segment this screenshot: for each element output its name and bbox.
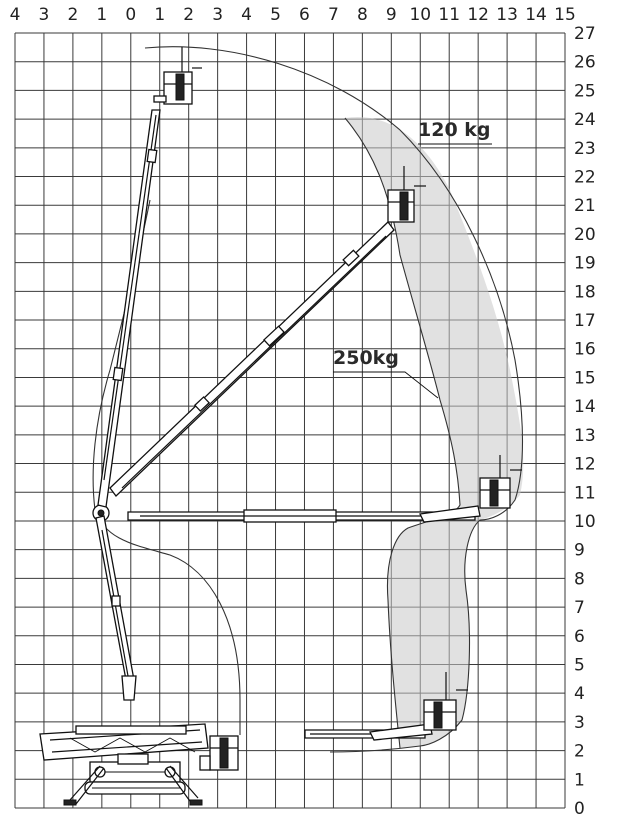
x-tick-label: 2 (67, 5, 79, 25)
y-tick-label: 19 (574, 253, 596, 274)
y-tick-label: 12 (574, 454, 596, 475)
y-tick-label: 18 (574, 282, 596, 303)
x-tick-label: 8 (356, 5, 368, 25)
y-tick-label: 27 (574, 24, 596, 44)
y-tick-label: 3 (574, 712, 585, 733)
boom-diagonal-position (110, 166, 426, 496)
y-tick-label: 13 (574, 425, 596, 446)
y-tick-label: 11 (574, 483, 596, 504)
y-axis-tick-labels (574, 24, 596, 819)
label-120kg: 120 kg (418, 119, 491, 141)
y-tick-label: 26 (574, 52, 596, 73)
x-tick-label: 12 (467, 5, 489, 25)
y-tick-label: 14 (574, 397, 596, 418)
basket-vertical (154, 47, 202, 104)
y-tick-label: 6 (574, 626, 585, 647)
x-tick-label: 11 (438, 5, 461, 25)
envelope-250kg-band (345, 117, 523, 748)
boom-pivot-pin (98, 510, 104, 516)
y-tick-label: 22 (574, 167, 596, 188)
y-tick-label: 16 (574, 339, 596, 360)
y-tick-label: 7 (574, 598, 585, 619)
y-tick-label: 17 (574, 311, 596, 332)
x-axis-tick-labels (10, 5, 576, 25)
x-tick-label: 3 (212, 5, 224, 25)
y-tick-label: 9 (574, 540, 585, 561)
x-tick-label: 14 (525, 5, 547, 25)
y-tick-label: 23 (574, 138, 596, 159)
x-tick-label: 5 (270, 5, 281, 25)
x-tick-label: 3 (38, 5, 50, 25)
x-tick-label: 10 (409, 5, 432, 25)
y-tick-label: 10 (574, 511, 596, 532)
x-tick-label: 6 (299, 5, 310, 25)
y-tick-label: 21 (574, 196, 596, 217)
x-tick-label: 2 (183, 5, 195, 25)
x-tick-label: 0 (125, 5, 137, 25)
label-250kg: 250kg (333, 347, 399, 369)
y-tick-label: 5 (574, 655, 585, 676)
machine-stowed (40, 724, 238, 805)
y-tick-label: 25 (574, 81, 596, 102)
x-tick-label: 4 (241, 5, 252, 25)
x-tick-label: 7 (328, 5, 339, 25)
x-tick-label: 1 (154, 5, 166, 25)
x-tick-label: 9 (385, 5, 397, 25)
y-tick-label: 20 (574, 224, 596, 245)
leader-250kg (333, 372, 438, 398)
y-tick-label: 0 (574, 799, 585, 819)
y-tick-label: 15 (574, 368, 596, 389)
x-tick-label: 1 (96, 5, 108, 25)
y-tick-label: 24 (574, 110, 596, 131)
y-tick-label: 4 (574, 684, 585, 705)
x-tick-label: 4 (9, 5, 21, 25)
x-tick-label: 13 (496, 5, 518, 25)
y-tick-label: 1 (574, 770, 585, 791)
y-tick-label: 8 (574, 569, 585, 590)
y-tick-label: 2 (574, 741, 585, 762)
boom-vertical-position (98, 47, 202, 507)
x-tick-label: 15 (554, 5, 576, 25)
